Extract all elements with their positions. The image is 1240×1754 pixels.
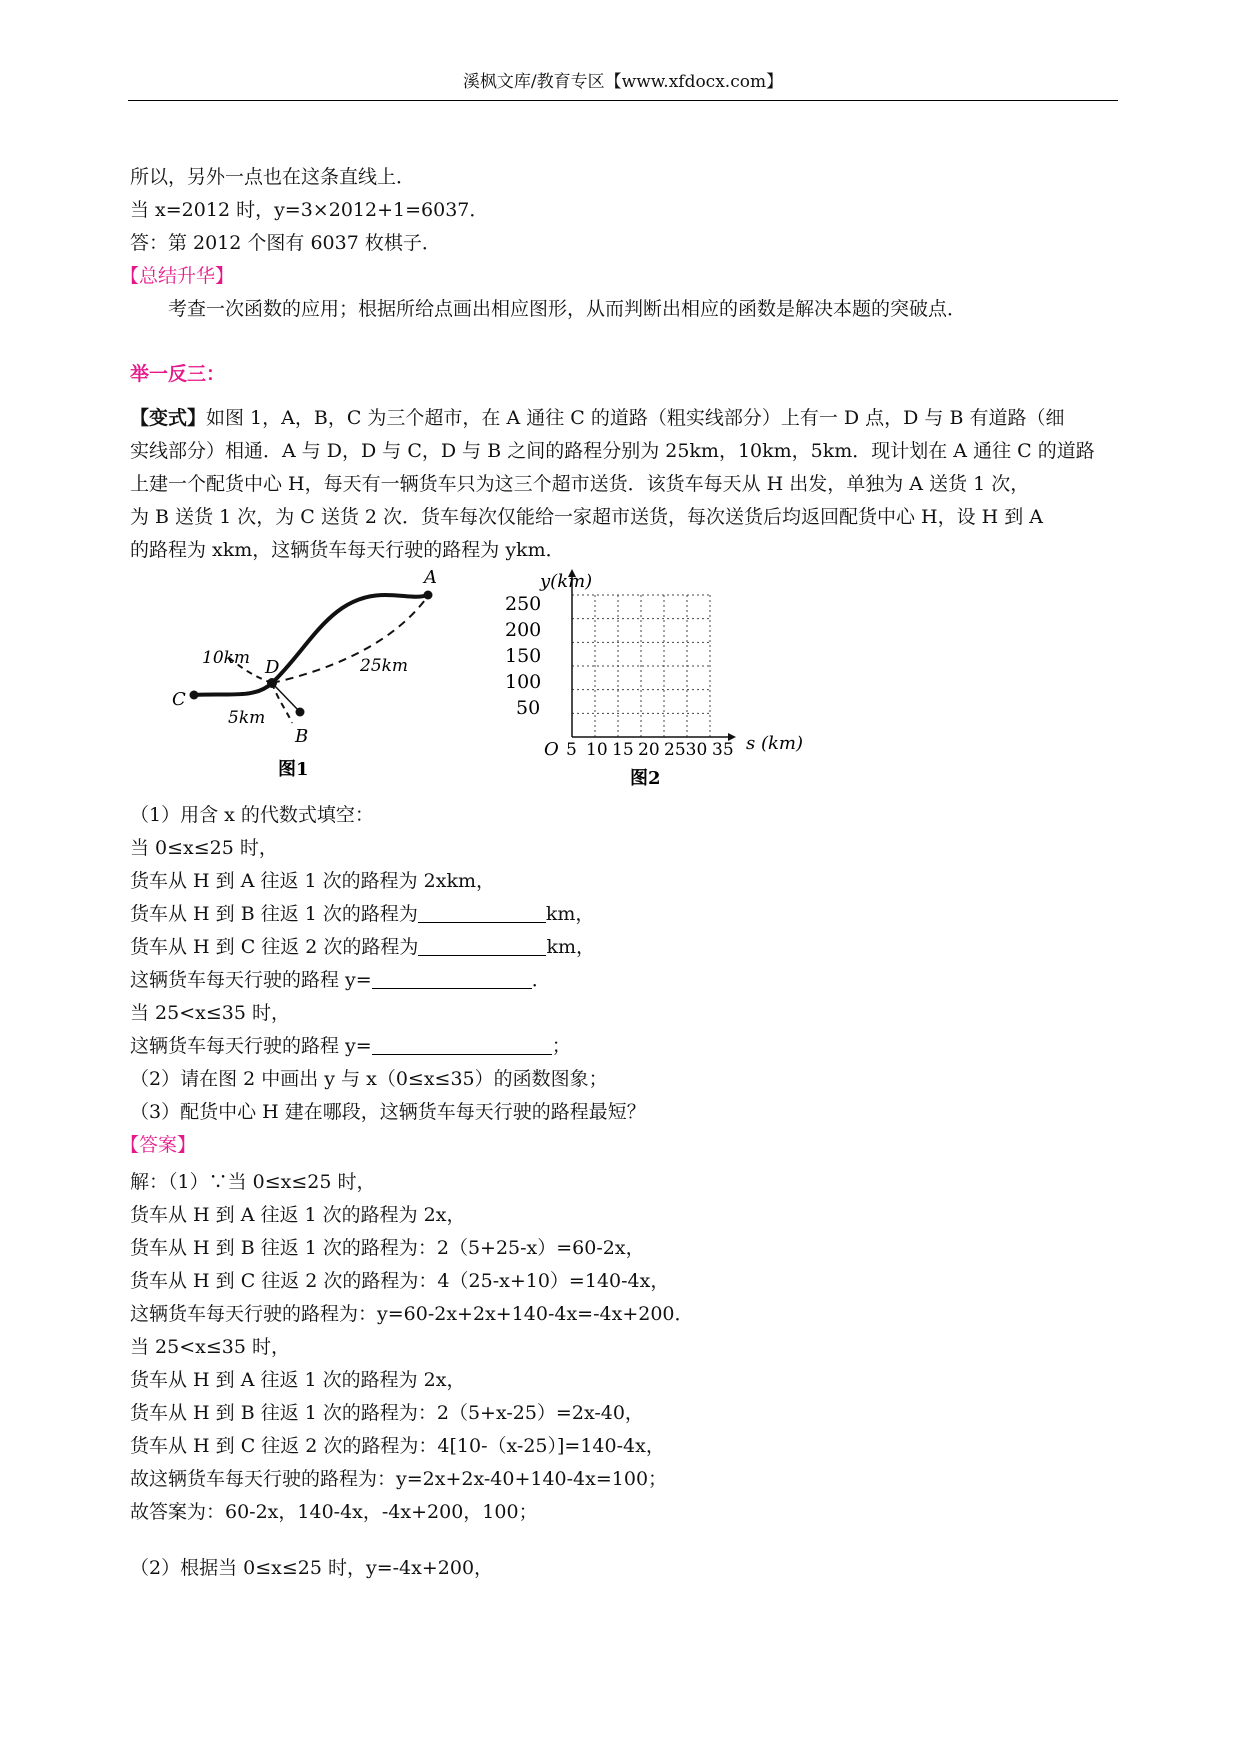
figure-2-grid: [490, 565, 820, 790]
figure-1-caption: 图1: [278, 759, 309, 780]
answer-blank: [418, 904, 546, 923]
y-tick-label: 250: [505, 593, 542, 615]
variant-label: 【变式】: [130, 407, 207, 429]
question-line: [130, 935, 595, 959]
answer-line: 货车从 H 到 A 往返 1 次的路程为 2x，: [130, 1369, 466, 1391]
fill-prompt: 货车从 H 到 C 往返 2 次的路程为: [130, 936, 419, 958]
x-tick-label: 10: [586, 740, 608, 760]
x-tick-label: 35: [712, 740, 734, 760]
summary-text: 考查一次函数的应用；根据所给点画出相应图形，从而判断出相应的函数是解决本题的突破点．: [168, 298, 967, 320]
answer-line: 货车从 H 到 B 往返 1 次的路程为：2（5+25-x）=60-2x，: [130, 1237, 645, 1259]
x-tick-label: 5: [566, 740, 577, 760]
origin-label: O: [544, 739, 559, 760]
answer-blank: [372, 1036, 552, 1055]
x-tick-label: 2530: [664, 740, 708, 760]
fill-prompt: 这辆货车每天行驶的路程 y=: [130, 969, 372, 991]
road-d-to-b: [272, 683, 300, 712]
answer-line: 当 25<x≤35 时，: [130, 1336, 290, 1358]
problem-line: 的路程为 xkm，这辆货车每天行驶的路程为 ykm．: [130, 539, 565, 561]
y-tick-label: 200: [505, 619, 542, 641]
y-tick-label: 150: [505, 645, 542, 667]
answer-line: 故这辆货车每天行驶的路程为：y=2x+2x-40+140-4x=100；: [130, 1468, 668, 1490]
problem-line: 为 B 送货 1 次，为 C 送货 2 次．货车每次仅能给一家超市送货，每次送货后均返回配货中心 H，设 H 到 A: [130, 506, 1044, 528]
label-b: B: [295, 726, 309, 747]
page-header: 溪枫文库/教育专区【www.xfdocx.com】: [128, 66, 1118, 101]
y-tick-label: 100: [505, 671, 542, 693]
answer-line: 货车从 H 到 C 往返 2 次的路程为：4（25-x+10）=140-4x，: [130, 1270, 670, 1292]
question-line: 当 25<x≤35 时，: [130, 1002, 290, 1024]
unit-text: km，: [546, 936, 595, 958]
text-line: 所以，另外一点也在这条直线上．: [130, 166, 416, 188]
x-axis-label: s (km): [746, 733, 803, 754]
text-line: 当 x=2012 时，y=3×2012+1=6037．: [130, 199, 489, 221]
question-line: （2）请在图 2 中画出 y 与 x（0≤x≤35）的函数图象；: [130, 1068, 608, 1090]
question-line: [130, 968, 551, 992]
section-heading: 举一反三：: [130, 363, 226, 385]
problem-line: 上建一个配货中心 H，每天有一辆货车只为这三个超市送货．该货车每天从 H 出发，单独为 A 送货 1 次，: [130, 473, 1030, 495]
punct-text: ．: [531, 969, 551, 991]
label-d: D: [265, 657, 280, 678]
label-a: A: [424, 567, 437, 588]
answer-line: 故答案为：60-2x，140-4x，-4x+200，100；: [130, 1501, 538, 1523]
label-c: C: [172, 689, 186, 710]
point-d: [267, 678, 277, 688]
grid-lines: [572, 595, 710, 737]
fill-prompt: 货车从 H 到 B 往返 1 次的路程为: [130, 903, 418, 925]
answer-blank: [372, 970, 532, 989]
text-line: 答：第 2012 个图有 6037 枚棋子．: [130, 232, 441, 254]
question-line: （3）配货中心 H 建在哪段，这辆货车每天行驶的路程最短？: [130, 1101, 646, 1123]
answer-line: 货车从 H 到 C 往返 2 次的路程为：4[10-（x-25）]=140-4x，: [130, 1435, 665, 1457]
answer-line: 解：（1）∵当 0≤x≤25 时，: [130, 1171, 376, 1193]
problem-line: 实线部分）相通．A 与 D，D 与 C，D 与 B 之间的路程分别为 25km，10km，5km．现计划在 A 通往 C 的道路: [130, 440, 1095, 462]
label-25km: 25km: [360, 656, 409, 676]
punct-text: ；: [551, 1035, 571, 1057]
answer-line: 货车从 H 到 A 往返 1 次的路程为 2x，: [130, 1204, 466, 1226]
answer-heading: 【答案】: [120, 1134, 197, 1156]
answer-line: （2）根据当 0≤x≤25 时，y=-4x+200，: [130, 1557, 494, 1579]
question-line: 当 0≤x≤25 时，: [130, 837, 278, 859]
y-axis-label: y(km): [540, 571, 593, 592]
dashed-route-d-b: [272, 683, 292, 723]
figure-1-route-diagram: [160, 565, 460, 785]
problem-text: 如图 1，A，B，C 为三个超市，在 A 通往 C 的道路（粗实线部分）上有一 D 点，D 与 B 有道路（细: [206, 407, 1065, 429]
answer-line: 这辆货车每天行驶的路程为：y=60-2x+2x+140-4x=-4x+200．: [130, 1303, 694, 1325]
y-tick-label: 50: [516, 697, 541, 719]
question-line: [130, 902, 594, 926]
point-b: [296, 708, 305, 717]
figure-2-caption: 图2: [630, 768, 661, 789]
point-a: [424, 591, 433, 600]
road-a-to-c: [194, 595, 428, 695]
label-10km: 10km: [202, 648, 251, 668]
problem-line: [130, 406, 1064, 430]
unit-text: km，: [545, 903, 595, 925]
x-tick-label: 20: [638, 740, 660, 760]
x-tick-label: 15: [612, 740, 634, 760]
answer-blank: [418, 937, 546, 956]
fill-prompt: 这辆货车每天行驶的路程 y=: [130, 1035, 372, 1057]
point-c: [190, 691, 199, 700]
question-line: 货车从 H 到 A 往返 1 次的路程为 2xkm，: [130, 870, 495, 892]
question-line: （1）用含 x 的代数式填空：: [130, 804, 374, 826]
label-5km: 5km: [228, 708, 266, 728]
answer-line: 货车从 H 到 B 往返 1 次的路程为：2（5+x-25）=2x-40，: [130, 1402, 644, 1424]
question-line: [130, 1034, 571, 1058]
summary-heading: 【总结升华】: [120, 265, 235, 287]
